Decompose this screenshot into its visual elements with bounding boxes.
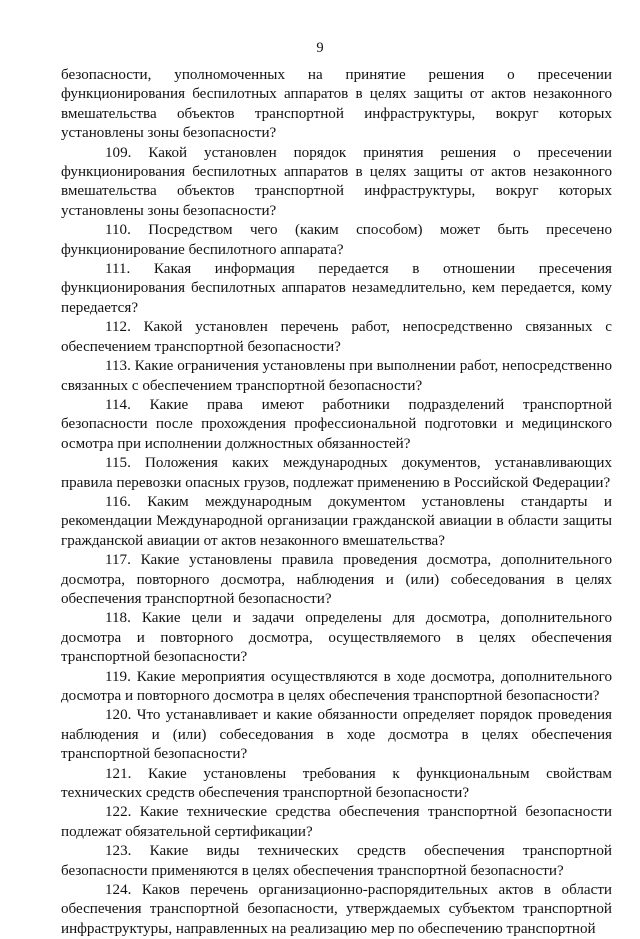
- question-114: 114. Какие права имеют работники подразделений транспортной безопасности после прохождения профессиональной подготовки и медицинского осмотра при исполнении должностных обязанностей?: [61, 396, 612, 452]
- question-113: 113. Какие ограничения установлены при выполнении работ, непосредственно связанных с обеспечением транспортной безопасности?: [61, 358, 612, 394]
- question-109: 109. Какой установлен порядок принятия решения о пресечении функционирования беспилотных аппаратов в целях защиты от актов незаконного вмешательства объектов транспортной инфраструктуры, вокруг которых установлены зоны безопасности?: [61, 144, 612, 219]
- question-110: 110. Посредством чего (каким способом) может быть пресечено функционирование беспилотного аппарата?: [61, 222, 612, 258]
- question-116: 116. Каким международным документом установлены стандарты и рекомендации Международной организации гражданской авиации в области защиты гражданской авиации от актов незаконного вмешательства?: [61, 493, 612, 549]
- question-121: 121. Какие установлены требования к функциональным свойствам технических средств обеспечения транспортной безопасности?: [61, 765, 612, 802]
- document-body: [61, 66, 612, 939]
- page-number: 9: [316, 40, 324, 56]
- question-112: 112. Какой установлен перечень работ, непосредственно связанных с обеспечением транспортной безопасности?: [61, 319, 612, 355]
- question-118: 118. Какие цели и задачи определены для досмотра, дополнительного досмотра и повторного досмотра, осуществляемого в целях обеспечения транспортной безопасности?: [61, 610, 612, 666]
- question-120: 120. Что устанавливает и какие обязанности определяет порядок проведения наблюдения и (или) собеседования в ходе досмотра в целях обеспечения транспортной безопасности?: [61, 707, 612, 763]
- question-124: 124. Каков перечень организационно-распорядительных актов в области обеспечения транспортной безопасности, утверждаемых субъектом транспортной инфраструктуры, направленных на реализацию мер по обеспечению транспортной: [61, 882, 612, 937]
- question-111: 111. Какая информация передается в отношении пресечения функционирования беспилотных аппаратов незамедлительно, кем передается, кому передается?: [61, 261, 612, 316]
- question-122: 122. Какие технические средства обеспечения транспортной безопасности подлежат обязательной сертификации?: [61, 804, 612, 840]
- question-115: 115. Положения каких международных документов, устанавливающих правила перевозки опасных грузов, подлежат применению в Российской Федерации?: [61, 455, 612, 491]
- paragraph-continuation: безопасности, уполномоченных на принятие решения о пресечении функционирования беспилотных аппаратов в целях защиты от актов незаконного вмешательства объектов транспортной инфраструктуры, вокруг которых установлены зоны безопасности?: [61, 67, 612, 142]
- question-119: 119. Какие мероприятия осуществляются в ходе досмотра, дополнительного досмотра и повторного досмотра в целях обеспечения транспортной безопасности?: [61, 668, 612, 704]
- question-123: 123. Какие виды технических средств обеспечения транспортной безопасности применяются в целях обеспечения транспортной безопасности?: [61, 843, 612, 879]
- question-117: 117. Какие установлены правила проведения досмотра, дополнительного досмотра, повторного досмотра, наблюдения и (или) собеседования в целях обеспечения транспортной безопасности?: [61, 552, 612, 607]
